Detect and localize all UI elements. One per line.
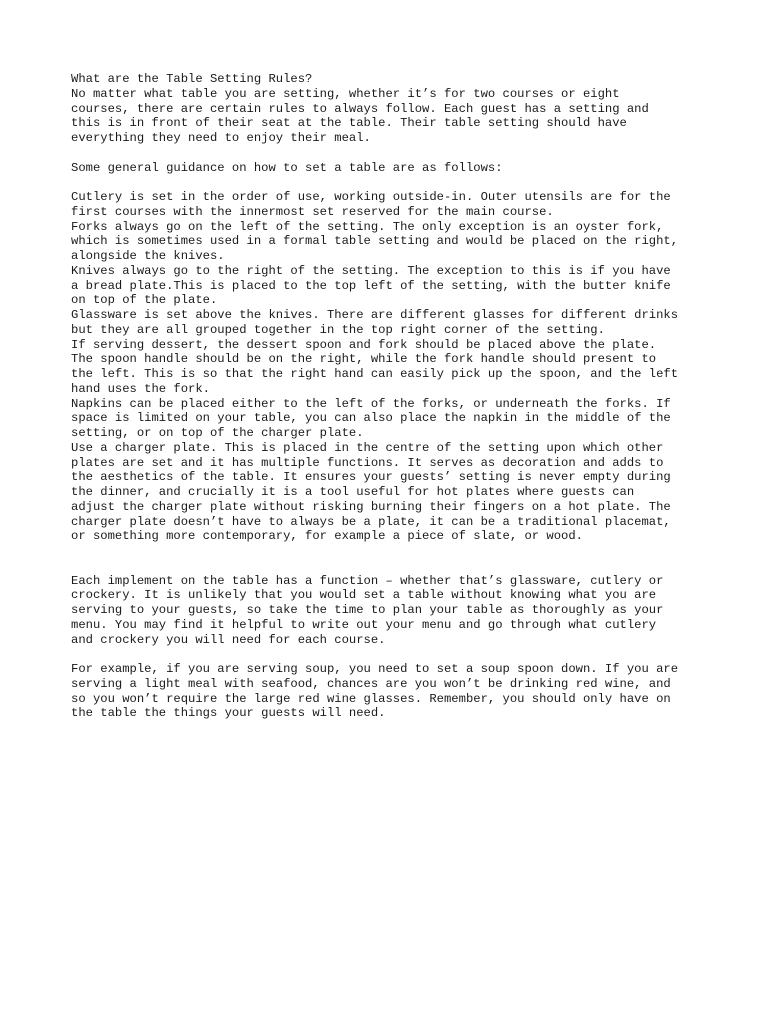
rule-line: first courses with the innermost set reserved for the main course. (71, 204, 554, 219)
paragraph-line: For example, if you are serving soup, you need to set a soup spoon down. If you are (71, 662, 679, 676)
paragraph-line: so you won’t require the large red wine glasses. Remember, you should only have on (71, 691, 671, 706)
rule-line: The spoon handle should be on the right, while the fork handle should present to (71, 352, 657, 367)
rule-line: which is sometimes used in a formal table setting and would be placed on the right, (71, 234, 679, 249)
rule-line: the dinner, and crucially it is a tool useful for hot plates where guests can (71, 485, 635, 499)
paragraph-gap (71, 146, 711, 161)
rule-line: Forks always go on the left of the setting. The only exception is an oyster fork, (71, 219, 664, 234)
intro-paragraph (71, 87, 711, 146)
rule-line: hand uses the fork. (71, 381, 210, 396)
function-paragraph (71, 574, 711, 648)
intro-line: No matter what table you are setting, whether it’s for two courses or eight (71, 86, 620, 101)
paragraph-gap (71, 175, 711, 190)
paragraph-line: menu. You may find it helpful to write out your menu and go through what cutlery (71, 617, 657, 632)
intro-line: this is in front of their seat at the table. Their table setting should have (71, 116, 627, 131)
paragraph-line: serving to your guests, so take the time to plan your table as thoroughly as your (71, 603, 664, 617)
intro-line: courses, there are certain rules to always follow. Each guest has a setting and (71, 101, 649, 116)
rule-line: on top of the plate. (71, 293, 218, 308)
rule-line: setting, or on top of the charger plate. (71, 426, 364, 440)
paragraph-line: serving a light meal with seafood, chances are you won’t be drinking red wine, and (71, 676, 671, 691)
rule-line: Use a charger plate. This is placed in the centre of the setting upon which other (71, 440, 664, 455)
example-paragraph (71, 662, 711, 721)
paragraph-line: and crockery you will need for each course. (71, 632, 386, 647)
rule-line: Glassware is set above the knives. There are different glasses for different drinks (71, 308, 679, 322)
section-gap (71, 544, 711, 574)
rule-line: alongside the knives. (71, 249, 225, 263)
rule-line: a bread plate.This is placed to the top left of the setting, with the butter knife (71, 278, 671, 293)
rule-line: the aesthetics of the table. It ensures your guests’ setting is never empty during (71, 470, 671, 485)
rule-line: Cutlery is set in the order of use, working outside-in. Outer utensils are for the (71, 190, 671, 204)
rule-line: or something more contemporary, for example a piece of slate, or wood. (71, 529, 583, 544)
paragraph-gap (71, 647, 711, 662)
rules-list (71, 190, 711, 544)
rule-line: but they are all grouped together in the top right corner of the setting. (71, 322, 605, 337)
rule-line: Knives always go to the right of the setting. The exception to this is if you have (71, 263, 671, 278)
document-title: What are the Table Setting Rules? (71, 72, 313, 86)
paragraph-line: the table the things your guests will need. (71, 706, 386, 721)
rule-line: Napkins can be placed either to the left of the forks, or underneath the forks. If (71, 396, 671, 411)
rule-line: space is limited on your table, you can also place the napkin in the middle of the (71, 411, 671, 426)
rule-line: plates are set and it has multiple functions. It serves as decoration and adds to (71, 455, 664, 470)
guidance-heading: Some general guidance on how to set a table are as follows: (71, 160, 503, 175)
rule-line: adjust the charger plate without risking burning their fingers on a hot plate. The (71, 499, 671, 514)
intro-line: everything they need to enjoy their meal. (71, 131, 371, 145)
paragraph-line: crockery. It is unlikely that you would set a table without knowing what you are (71, 588, 657, 603)
rule-line: If serving dessert, the dessert spoon and fork should be placed above the plate. (71, 337, 657, 352)
rule-line: charger plate doesn’t have to always be a plate, it can be a traditional placemat, (71, 514, 671, 529)
paragraph-line: Each implement on the table has a function – whether that’s glassware, cutlery or (71, 573, 664, 588)
document-page (71, 72, 711, 721)
rule-line: the left. This is so that the right hand can easily pick up the spoon, and the left (71, 367, 679, 381)
